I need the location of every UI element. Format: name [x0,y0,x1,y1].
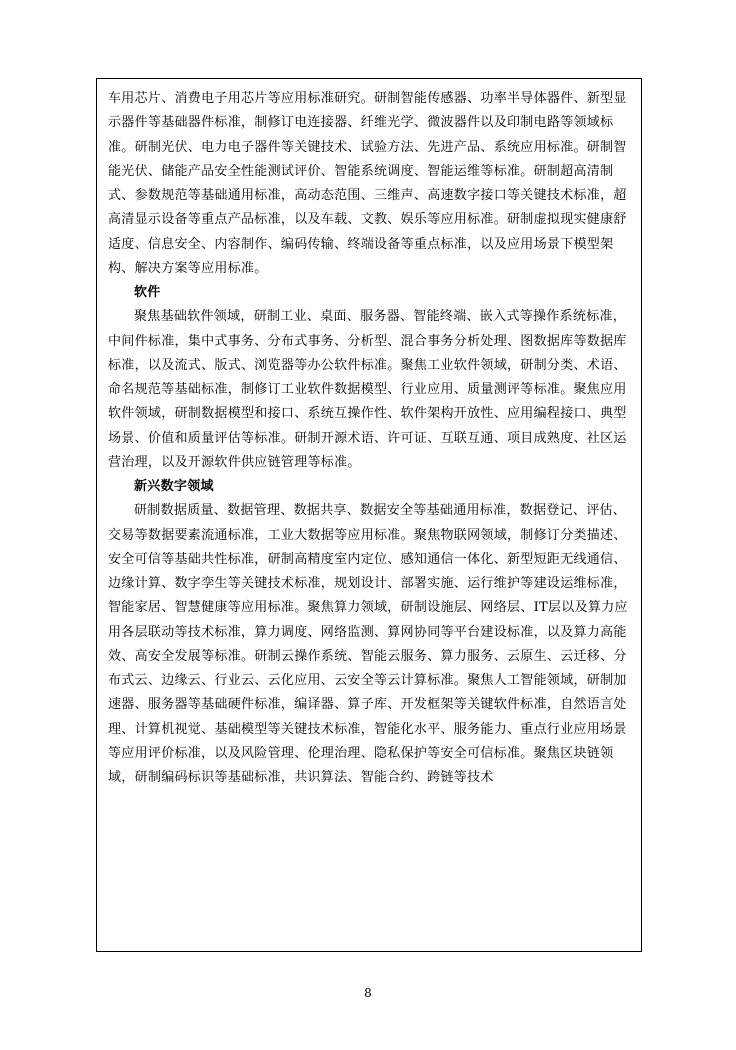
heading-software: 软件 [134,285,161,300]
heading-emerging-digital: 新兴数字领域 [134,479,214,494]
document-body [108,87,631,790]
paragraph-software: 聚焦基础软件领域，研制工业、桌面、服务器、智能终端、嵌入式等操作系统标准，中间件标准，集中式事务、分布式事务、分析型、混合事务分析处理、图数据库等数据库标准，以及流式、版式、浏览器等办公软件标准。聚焦工业软件领域，研制分类、术语、命名规范等基础标准，制修订工业软件数据模型、行业应用、质量测评等标准。聚焦应用软件领域，研制数据模型和接口、系统互操作性、软件架构开放性、应用编程接口、典型场景、价值和质量评估等标准。研制开源术语、许可证、互联互通、项目成熟度、社区运营治理，以及开源软件供应链管理等标准。 [108,309,627,470]
paragraph-electronics: 车用芯片、消费电子用芯片等应用标准研究。研制智能传感器、功率半导体器件、新型显示器件等基础器件标准，制修订电连接器、纤维光学、微波器件以及印制电路等领域标准。研制光伏、电力电子器件等关键技术、试验方法、先进产品、系统应用标准。研制智能光伏、储能产品安全性能测试评价、智能系统调度、智能运维等标准。研制超高清制式、参数规范等基础通用标准，高动态范围、三维声、高速数字接口等关键技术标准，超高清显示设备等重点产品标准，以及车载、文教、娱乐等应用标准。研制虚拟现实健康舒适度、信息安全、内容制作、编码传输、终端设备等重点标准，以及应用场景下模型架构、解决方案等应用标准。 [108,91,627,276]
paragraph-emerging-digital: 研制数据质量、数据管理、数据共享、数据安全等基础通用标准，数据登记、评估、交易等数据要素流通标准，工业大数据等应用标准。聚焦物联网领域，制修订分类描述、安全可信等基础共性标准，研制高精度室内定位、感知通信一体化、新型短距无线通信、边缘计算、数字孪生等关键技术标准，规划设计、部署实施、运行维护等建设运维标准，智能家居、智慧健康等应用标准。聚焦算力领域，研制设施层、网络层、IT层以及算力应用各层联动等技术标准，算力调度、网络监测、算网协同等平台建设标准，以及算力高能效、高安全发展等标准。研制云操作系统、智能云服务、算力服务、云原生、云迁移、分布式云、边缘云、行业云、云化应用、云安全等云计算标准。聚焦人工智能领域，研制加速器、服务器等基础硬件标准，编译器、算子库、开发框架等关键软件标准，自然语言处理、计算机视觉、基础模型等关键技术标准，智能化水平、服务能力、重点行业应用场景等应用评价标准，以及风险管理、伦理治理、隐私保护等安全可信标准。聚焦区块链领域，研制编码标识等基础标准，共识算法、智能合约、跨链等技术 [108,503,628,785]
content-frame [96,78,642,952]
page-number: 8 [364,986,372,1000]
